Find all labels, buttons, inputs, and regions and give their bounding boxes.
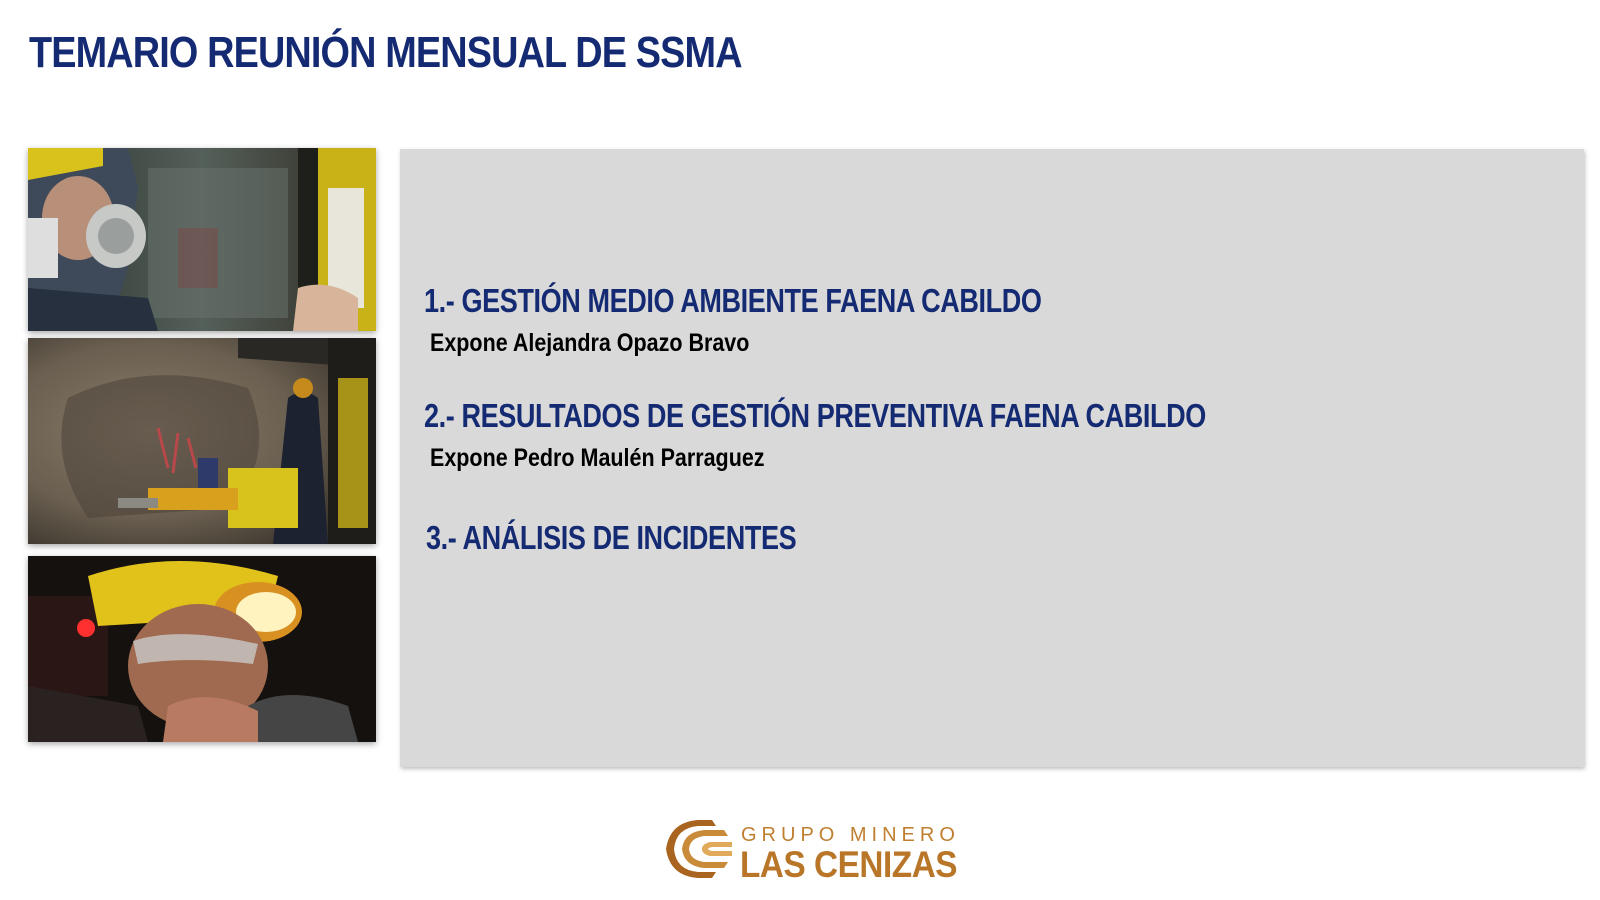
logo-mark-icon (658, 814, 734, 884)
photo-drilling-rig (28, 338, 376, 544)
photo-miner-headlamp (28, 556, 376, 742)
agenda-item-2-title: 2.- RESULTADOS DE GESTIÓN PREVENTIVA FAENA CABILDO (424, 397, 1206, 434)
slide-title: TEMARIO REUNIÓN MENSUAL DE SSMA (29, 28, 742, 77)
agenda-item-2-presenter: Expone Pedro Maulén Parraguez (430, 444, 765, 472)
agenda-item-1-presenter: Expone Alejandra Opazo Bravo (430, 329, 750, 357)
logo-text-grupo-minero: GRUPO MINERO (741, 824, 960, 846)
logo-text-las-cenizas: LAS CENIZAS (740, 844, 958, 885)
company-logo (658, 814, 958, 884)
agenda-item-3-title: 3.- ANÁLISIS DE INCIDENTES (426, 519, 797, 556)
agenda-panel (400, 149, 1584, 767)
agenda-item-1-title: 1.- GESTIÓN MEDIO AMBIENTE FAENA CABILDO (424, 282, 1042, 319)
photo-miner-respirator (28, 148, 376, 331)
